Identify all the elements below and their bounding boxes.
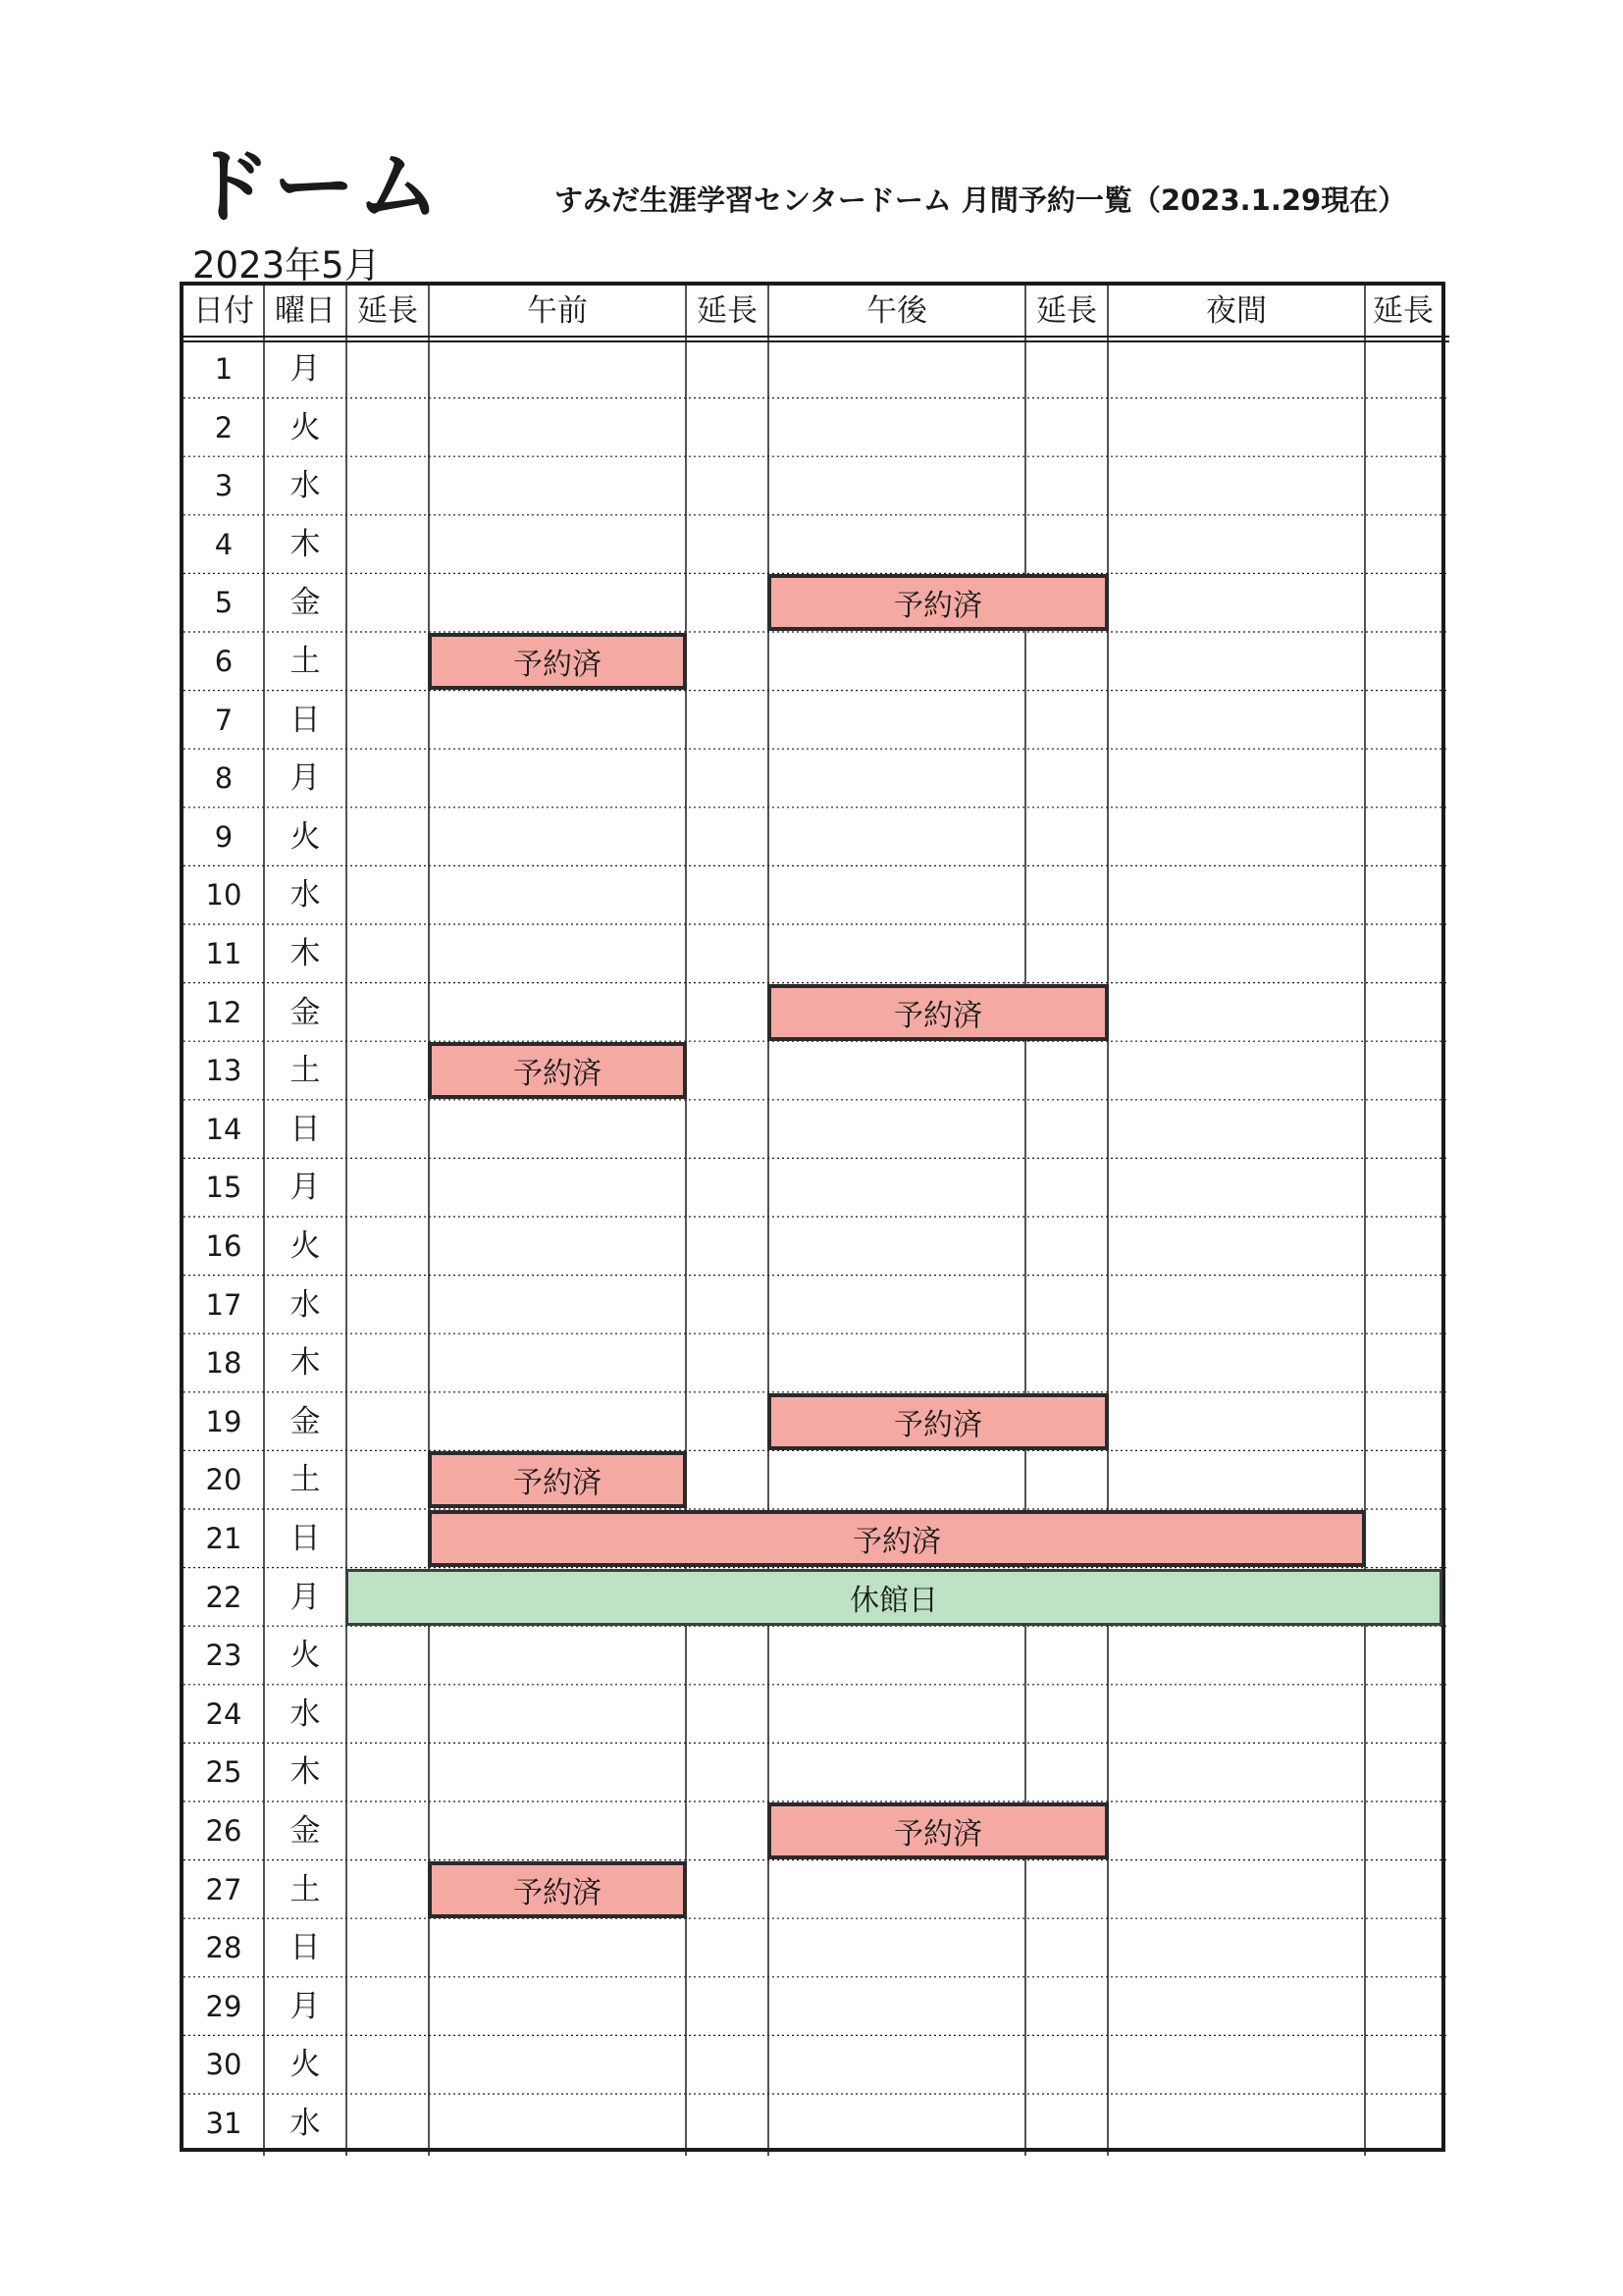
day-number: 21 (205, 1522, 242, 1555)
column-header: 曜日 (275, 293, 336, 329)
day-number: 2 (214, 410, 234, 444)
day-number: 19 (205, 1404, 242, 1438)
booked-block: 予約済 (428, 1861, 687, 1918)
day-number: 8 (214, 761, 234, 796)
day-number: 4 (214, 527, 234, 561)
column-header: 延長 (357, 293, 418, 329)
weekday-label: 火 (289, 1638, 321, 1674)
day-number: 31 (205, 2107, 242, 2140)
column-header: 夜間 (1206, 293, 1267, 329)
booked-block: 予約済 (767, 1802, 1109, 1859)
booked-block: 予約済 (767, 1393, 1109, 1450)
day-number: 14 (205, 1112, 242, 1146)
weekday-label: 火 (289, 409, 321, 445)
booked-block: 予約済 (428, 633, 687, 690)
weekday-label: 木 (289, 526, 321, 562)
day-number: 29 (205, 1989, 242, 2023)
weekday-label: 金 (289, 1813, 321, 1849)
weekday-label: 土 (289, 1462, 321, 1498)
day-number: 30 (205, 2048, 242, 2082)
reservation-table (180, 282, 1445, 2152)
column-header: 延長 (697, 293, 758, 329)
day-number: 16 (205, 1229, 242, 1263)
day-number: 24 (205, 1696, 242, 1731)
weekday-label: 木 (289, 936, 321, 971)
day-number: 3 (214, 469, 234, 503)
day-number: 20 (205, 1463, 242, 1497)
day-number: 1 (214, 352, 234, 386)
weekday-label: 月 (289, 1988, 321, 2024)
weekday-label: 日 (289, 1521, 321, 1556)
day-number: 11 (205, 937, 242, 970)
day-number: 10 (205, 878, 242, 913)
day-number: 5 (214, 586, 234, 620)
day-number: 13 (205, 1054, 242, 1088)
weekday-label: 金 (289, 1403, 321, 1439)
day-number: 15 (205, 1171, 242, 1205)
day-number: 28 (205, 1931, 242, 1965)
weekday-label: 火 (289, 818, 321, 855)
weekday-label: 月 (289, 760, 321, 797)
day-number: 27 (205, 1872, 242, 1906)
column-header: 午前 (527, 293, 588, 329)
column-header: 延長 (1373, 293, 1434, 329)
document-subtitle: すみだ生涯学習センタードーム 月間予約一覧（2023.1.29現在） (554, 183, 1407, 217)
booked-block: 予約済 (428, 1510, 1366, 1567)
day-number: 25 (205, 1755, 242, 1790)
weekday-label: 土 (289, 644, 321, 679)
month-label: 2023年5月 (192, 244, 381, 287)
weekday-label: 火 (289, 2047, 321, 2083)
column-header: 延長 (1036, 293, 1097, 329)
closed-day-block: 休館日 (345, 1569, 1442, 1626)
column-header: 午後 (866, 293, 927, 329)
weekday-label: 日 (289, 1111, 321, 1147)
weekday-label: 日 (289, 1930, 321, 1966)
weekday-label: 木 (289, 1345, 321, 1382)
weekday-label: 土 (289, 1871, 321, 1907)
day-number: 7 (214, 703, 234, 737)
table-grid (183, 286, 1449, 2156)
weekday-label: 木 (289, 1754, 321, 1791)
weekday-label: 月 (289, 351, 321, 387)
day-number: 22 (205, 1580, 242, 1614)
weekday-label: 金 (289, 585, 321, 621)
booked-block: 予約済 (428, 1451, 687, 1508)
booked-block: 予約済 (767, 574, 1109, 631)
weekday-label: 金 (289, 994, 321, 1030)
weekday-label: 月 (289, 1170, 321, 1206)
booked-block: 予約済 (428, 1042, 687, 1099)
day-number: 23 (205, 1639, 242, 1673)
weekday-label: 水 (289, 468, 321, 504)
day-number: 12 (205, 995, 242, 1029)
weekday-label: 土 (289, 1053, 321, 1089)
weekday-label: 火 (289, 1228, 321, 1264)
booked-block: 予約済 (767, 984, 1109, 1041)
page-title: ドーム (188, 138, 443, 235)
day-number: 17 (205, 1287, 242, 1322)
weekday-label: 日 (289, 702, 321, 738)
day-number: 18 (205, 1346, 242, 1381)
weekday-label: 水 (289, 877, 321, 913)
weekday-label: 水 (289, 2106, 321, 2141)
day-number: 9 (214, 819, 234, 854)
column-header: 日付 (193, 293, 254, 329)
weekday-label: 月 (289, 1579, 321, 1615)
day-number: 6 (214, 645, 234, 678)
weekday-label: 水 (289, 1286, 321, 1323)
weekday-label: 水 (289, 1696, 321, 1732)
day-number: 26 (205, 1814, 242, 1848)
